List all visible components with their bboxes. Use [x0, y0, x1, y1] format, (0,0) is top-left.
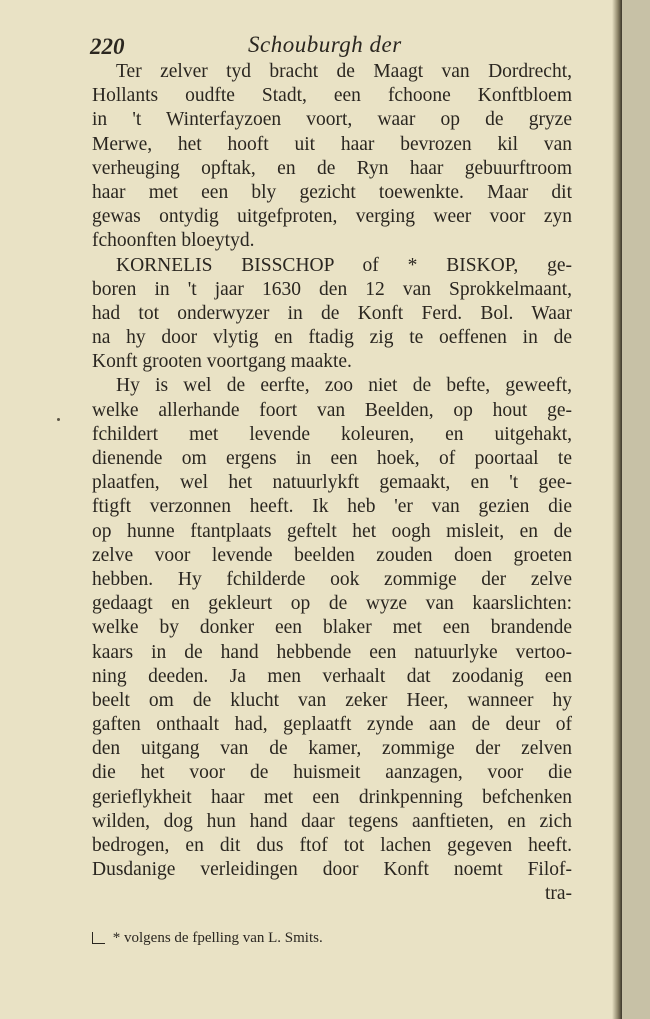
footnote-marker: * [112, 930, 121, 946]
text-line: kaars in de hand hebbende een natuurlyke vertoo- [92, 641, 572, 663]
text-line: zelve voor levende beelden zouden doen groeten [92, 544, 572, 566]
text-line: haar met een bly gezicht toewenkte. Maar dit [92, 181, 572, 203]
text-line: na hy door vlytig en ftadig zig te oeffenen in de [92, 327, 572, 349]
adjacent-page-strip [622, 0, 650, 1019]
text-line: KORNELIS BISSCHOP of * BISKOP, ge- [116, 254, 572, 276]
text-line: ftigft verzonnen heeft. Ik heb 'er van gezien die [92, 496, 572, 518]
text-line: Ter zelver tyd bracht de Maagt van Dordrecht, [116, 61, 572, 82]
page-edge-shadow [612, 0, 622, 1019]
text-line: wilden, dog hun hand daar tegens aanftieten, en zich [92, 810, 572, 832]
footnote-bracket [92, 932, 105, 944]
catchword: tra- [544, 883, 572, 905]
text-line: gedaagt en gekleurt op de wyze van kaarslichten: [92, 593, 572, 615]
text-line: verheuging opftak, en de Ryn haar gebuurftroom [92, 157, 572, 179]
text-line: Konft grooten voortgang maakte. [92, 351, 352, 373]
text-line: fchildert met levende koleuren, en uitgehakt, [92, 423, 572, 445]
text-line: Hollants oudfte Stadt, een fchoone Konftbloem [92, 85, 572, 107]
paper-speck [57, 418, 60, 421]
text-line: fchoonften bloeytyd. [92, 230, 255, 252]
text-line: gaften onthaalt had, geplaatft zynde aan de deur of [92, 714, 572, 736]
footnote-text: volgens de fpelling van L. Smits. [124, 930, 323, 946]
text-line: welke allerhande foort van Beelden, op hout ge- [92, 399, 572, 421]
body-text [92, 60, 572, 907]
text-line: op hunne ftantplaats geftelt het oogh misleit, en de [92, 520, 572, 542]
text-line: ning deeden. Ja men verhaalt dat zoodanig een [92, 665, 572, 687]
text-line: beelt om de klucht van zeker Heer, wanneer hy [92, 689, 572, 711]
running-title: Schouburgh der [248, 32, 402, 57]
text-line: hebben. Hy fchilderde ook zommige der zelve [92, 568, 572, 590]
text-line: gewas ontydig uitgefproten, verging weer voor zyn [92, 206, 572, 228]
text-line: had tot onderwyzer in de Konft Ferd. Bol. Waar [92, 302, 572, 324]
text-line: Dusdanige verleidingen door Konft noemt Filof- [92, 859, 572, 881]
text-line: bedrogen, en dit dus ftof tot lachen gegeven heeft. [92, 835, 572, 856]
text-line: die het voor de huismeit aanzagen, voor die [92, 762, 572, 784]
text-line: dienende om ergens in een hoek, of poortaal te [92, 448, 572, 469]
text-line: Merwe, het hooft uit haar bevrozen kil van [92, 133, 572, 155]
text-line: Hy is wel de eerfte, zoo niet de befte, geweeft, [116, 375, 572, 397]
footnote [92, 930, 572, 947]
text-line: in 't Winterfayzoen voort, waar op de gryze [92, 109, 572, 131]
page-number: 220 [90, 34, 125, 59]
text-line: plaatfen, wel het natuurlykft gemaakt, en 't gee- [92, 472, 572, 494]
text-line: welke by donker een blaker met een brandende [92, 617, 572, 639]
text-line: gerieflykheit haar met een drinkpenning befchenken [92, 786, 572, 808]
text-line: boren in 't jaar 1630 den 12 van Sprokkelmaant, [92, 278, 572, 300]
page-header [90, 30, 570, 60]
text-line: den uitgang van de kamer, zommige der zelven [92, 738, 572, 760]
